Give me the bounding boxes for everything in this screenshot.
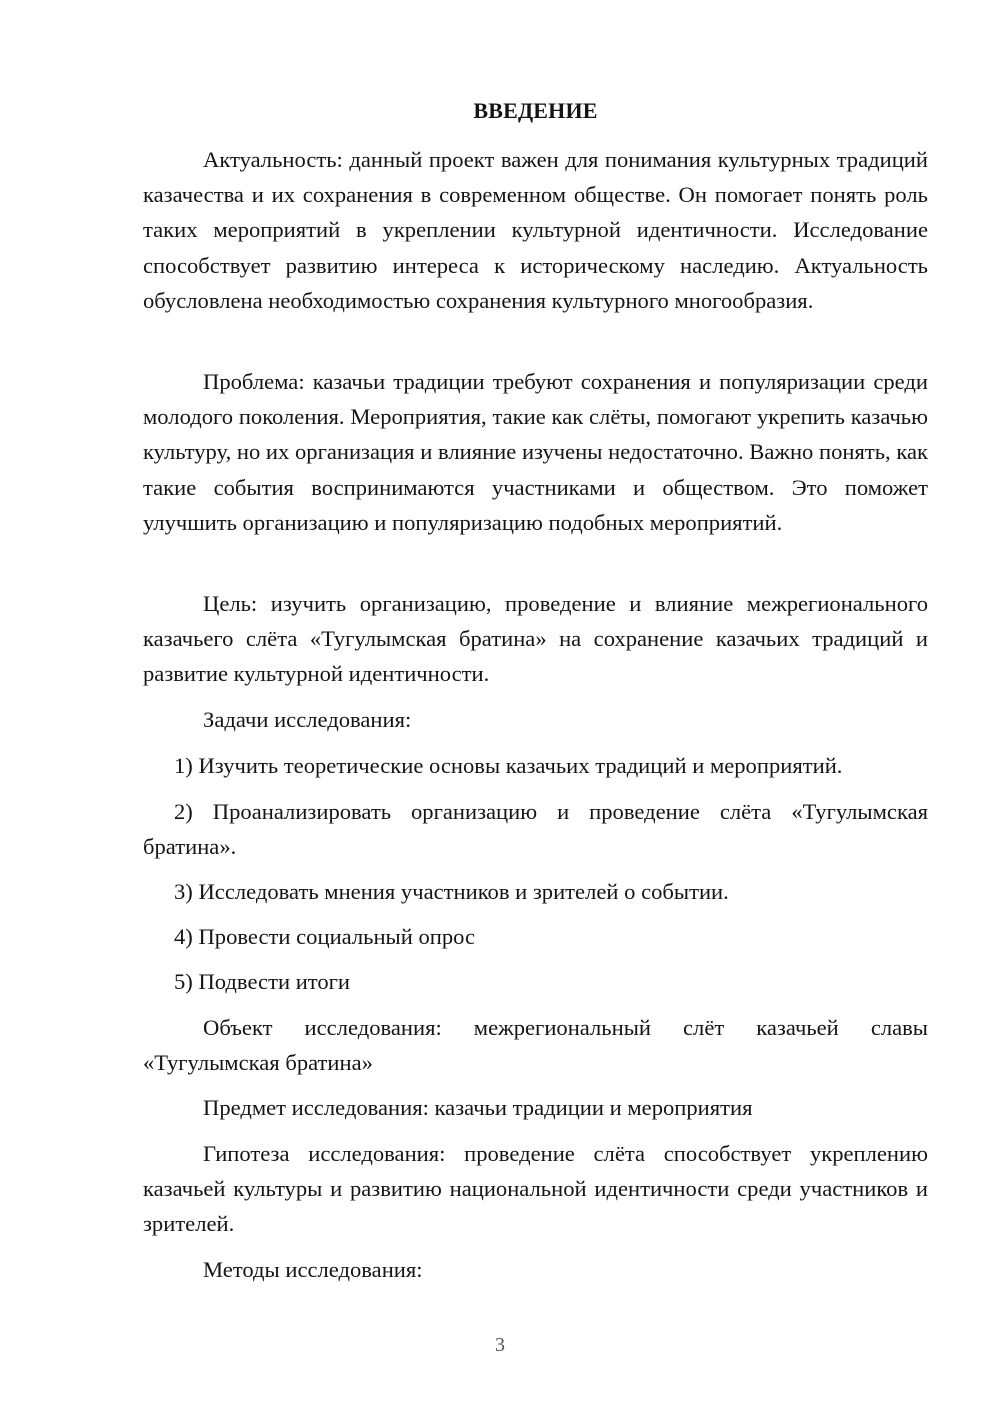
task-item-5: 5) Подвести итоги <box>174 969 351 994</box>
task-item-3: 3) Исследовать мнения участников и зрителей о событии. <box>174 879 729 904</box>
task-item-1: 1) Изучить теоретические основы казачьих традиций и мероприятий. <box>174 753 843 778</box>
object-paragraph: Объект исследования: межрегиональный слёт казачьей славы «Тугулымская братина» <box>143 1015 928 1076</box>
methods-title: Методы исследования: <box>203 1257 423 1282</box>
tasks-title: Задачи исследования: <box>203 707 412 732</box>
goal-paragraph: Цель: изучить организацию, проведение и влияние межрегионального казачьего слёта «Тугулымская братина» на сохранение казачьих традиций и развитие культурной идентичности. <box>143 591 928 687</box>
task-item-2: 2) Проанализировать организацию и проведение слёта «Тугулымская братина». <box>143 799 928 860</box>
page-number: 3 <box>495 1334 505 1356</box>
section-heading: ВВЕДЕНИЕ <box>473 98 598 123</box>
hypothesis-paragraph: Гипотеза исследования: проведение слёта способствует укреплению казачьей культуры и развитию национальной идентичности среди участников и зрителей. <box>143 1141 928 1237</box>
relevance-paragraph: Актуальность: данный проект важен для понимания культурных традиций казачества и их сохранения в современном обществе. Он помогает понять роль таких мероприятий в укреплении культурной идентичности. Исследование способствует развитию интереса к историческому наследию. Актуальность обусловлена необходимостью сохранения культурного многообразия. <box>143 147 928 313</box>
subject-paragraph: Предмет исследования: казачьи традиции и мероприятия <box>203 1095 753 1120</box>
problem-paragraph: Проблема: казачьи традиции требуют сохранения и популяризации среди молодого поколения. Мероприятия, такие как слёты, помогают укрепить казачью культуру, но их организация и влияние изучены недостаточно. Важно понять, как такие события воспринимаются участниками и обществом. Это поможет улучшить организацию и популяризацию подобных мероприятий. <box>143 369 928 535</box>
task-item-4: 4) Провести социальный опрос <box>174 924 476 949</box>
